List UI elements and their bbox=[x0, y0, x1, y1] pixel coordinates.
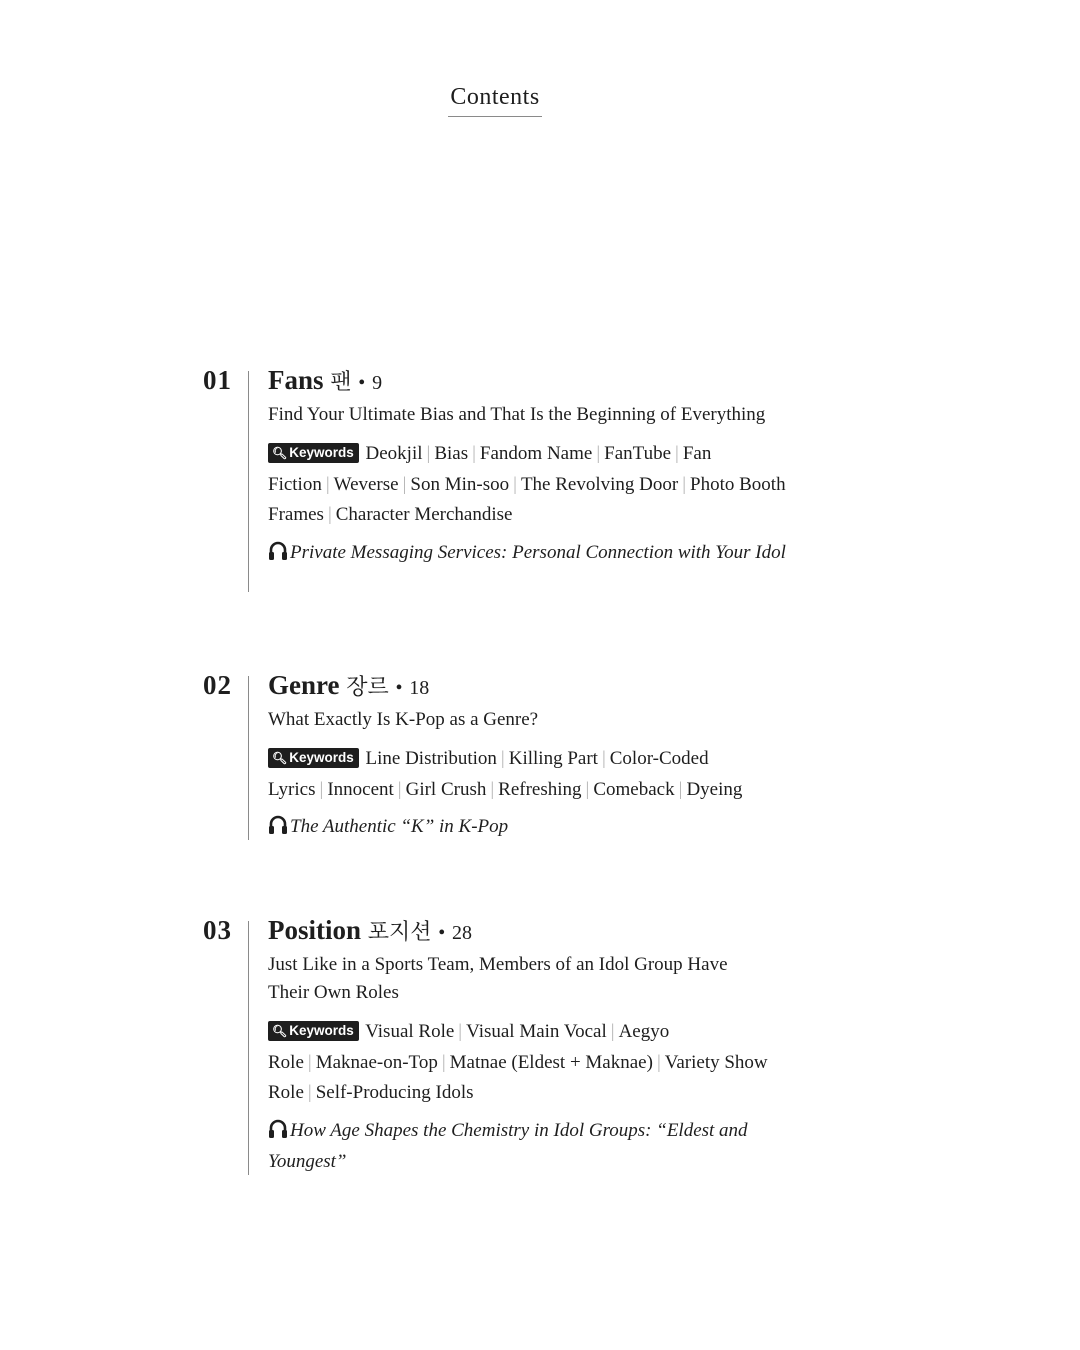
keyword: Girl Crush bbox=[405, 778, 487, 800]
chapter-divider bbox=[248, 921, 249, 1175]
chapter-number: 02 bbox=[203, 670, 232, 700]
keyword-separator: | bbox=[319, 778, 324, 800]
chapter-body bbox=[268, 365, 788, 568]
keywords-badge bbox=[268, 748, 359, 768]
keyword: Character Merchandise bbox=[335, 504, 513, 525]
keyword: The Revolving Door bbox=[520, 473, 679, 495]
chapter-body bbox=[268, 670, 788, 842]
keyword-separator: | bbox=[307, 1051, 312, 1073]
chapter-divider bbox=[248, 676, 249, 840]
keyword: Bias bbox=[434, 443, 469, 464]
keyword: FanTube bbox=[604, 443, 672, 464]
keyword: Self-Producing Idols bbox=[315, 1082, 474, 1103]
keyword-separator: | bbox=[458, 1021, 463, 1042]
keyword-separator: | bbox=[596, 443, 601, 464]
audio-feature-title: How Age Shapes the Chemistry in Idol Groups: “Eldest and Youngest” bbox=[268, 1119, 748, 1172]
chapter-subtitle: Find Your Ultimate Bias and That Is the Beginning of Everything bbox=[268, 404, 766, 425]
keyword-separator: | bbox=[513, 473, 517, 495]
keywords-badge bbox=[268, 443, 359, 463]
chapter-page-number: 9 bbox=[372, 372, 383, 394]
page-title bbox=[0, 84, 990, 117]
keyword-separator: | bbox=[441, 1051, 446, 1073]
keywords-badge-label: Keywords bbox=[289, 750, 354, 765]
audio-feature[interactable] bbox=[268, 811, 788, 842]
keyword-list bbox=[268, 744, 788, 805]
chapter-title[interactable] bbox=[268, 915, 788, 945]
keyword: Color-Coded Lyrics bbox=[268, 748, 709, 800]
search-icon: 🔍︎ bbox=[272, 1024, 288, 1038]
keyword: Visual Main Vocal bbox=[466, 1021, 607, 1042]
keyword: Matnae (Eldest + Maknae) bbox=[449, 1051, 653, 1073]
keyword-separator: | bbox=[397, 778, 402, 800]
chapter-body bbox=[268, 915, 788, 1177]
audio-feature-title: The Authentic “K” in K-Pop bbox=[290, 816, 509, 837]
headphones-icon bbox=[268, 541, 288, 560]
keyword-separator: | bbox=[675, 443, 679, 464]
keyword: Visual Role bbox=[365, 1021, 455, 1042]
keyword-separator: | bbox=[682, 473, 687, 495]
chapter-title-korean: 팬 bbox=[330, 370, 352, 395]
keyword: Line Distribution bbox=[365, 748, 497, 769]
audio-feature[interactable] bbox=[268, 537, 788, 568]
chapter-title-text: Genre bbox=[268, 670, 340, 700]
keyword: Killing Part bbox=[508, 748, 598, 769]
chapter-divider bbox=[248, 371, 249, 592]
keyword-separator: | bbox=[327, 504, 332, 525]
keyword: Son Min-soo bbox=[410, 473, 510, 495]
keyword-separator: | bbox=[472, 443, 476, 464]
keyword-list bbox=[268, 1017, 788, 1109]
keyword-list bbox=[268, 439, 788, 531]
search-icon: 🔍︎ bbox=[272, 446, 288, 460]
audio-feature-title: Private Messaging Services: Personal Connection with Your Idol bbox=[290, 541, 786, 563]
headphones-icon bbox=[268, 815, 288, 834]
chapter-number: 03 bbox=[203, 915, 232, 945]
chapter-title[interactable] bbox=[268, 365, 788, 395]
keyword-separator: | bbox=[678, 778, 683, 800]
chapter-title-text: Position bbox=[268, 915, 362, 945]
keyword: Dyeing bbox=[686, 778, 743, 800]
chapter-page-number: 18 bbox=[409, 677, 430, 699]
keyword-separator: | bbox=[325, 473, 330, 495]
keyword: Innocent bbox=[327, 778, 394, 800]
keyword: Aegyo Role bbox=[268, 1021, 670, 1073]
keyword-separator: | bbox=[585, 778, 590, 800]
page-title-text: Contents bbox=[448, 84, 541, 117]
headphones-icon bbox=[268, 1119, 288, 1138]
chapter-subtitle: Just Like in a Sports Team, Members of an Idol Group Have Their Own Roles bbox=[268, 954, 728, 1003]
audio-feature[interactable] bbox=[268, 1115, 788, 1177]
keyword: Maknae-on-Top bbox=[315, 1051, 438, 1073]
keyword-separator: | bbox=[610, 1021, 615, 1042]
keyword: Refreshing bbox=[498, 778, 582, 800]
chapter-title-korean: 장르 bbox=[346, 675, 389, 700]
search-icon: 🔍︎ bbox=[272, 751, 288, 765]
chapter-bullet: • bbox=[358, 372, 366, 394]
chapter-page-number: 28 bbox=[452, 922, 473, 944]
chapter-title[interactable] bbox=[268, 670, 788, 700]
keyword-separator: | bbox=[500, 748, 505, 769]
keyword: Variety Show Role bbox=[268, 1051, 768, 1103]
chapter-title-text: Fans bbox=[268, 365, 324, 395]
keyword: Fan Fiction bbox=[268, 443, 712, 495]
keyword-separator: | bbox=[601, 748, 606, 769]
keyword: Fandom Name bbox=[479, 443, 593, 464]
keyword: Weverse bbox=[333, 473, 399, 495]
keyword: Deokjil bbox=[365, 443, 423, 464]
keyword-separator: | bbox=[656, 1051, 661, 1073]
keyword-separator: | bbox=[402, 473, 407, 495]
chapter-bullet: • bbox=[438, 922, 446, 944]
chapter-number: 01 bbox=[203, 365, 232, 395]
keywords-badge bbox=[268, 1021, 359, 1041]
chapter-subtitle: What Exactly Is K-Pop as a Genre? bbox=[268, 709, 539, 730]
keyword-separator: | bbox=[426, 443, 431, 464]
keywords-badge-label: Keywords bbox=[289, 1023, 354, 1038]
keyword: Comeback bbox=[593, 778, 675, 800]
keyword: Photo Booth Frames bbox=[268, 473, 786, 525]
keywords-badge-label: Keywords bbox=[289, 445, 354, 460]
chapter-title-korean: 포지션 bbox=[367, 920, 432, 945]
chapter-bullet: • bbox=[395, 677, 403, 699]
keyword-separator: | bbox=[490, 778, 495, 800]
keyword-separator: | bbox=[307, 1082, 312, 1103]
